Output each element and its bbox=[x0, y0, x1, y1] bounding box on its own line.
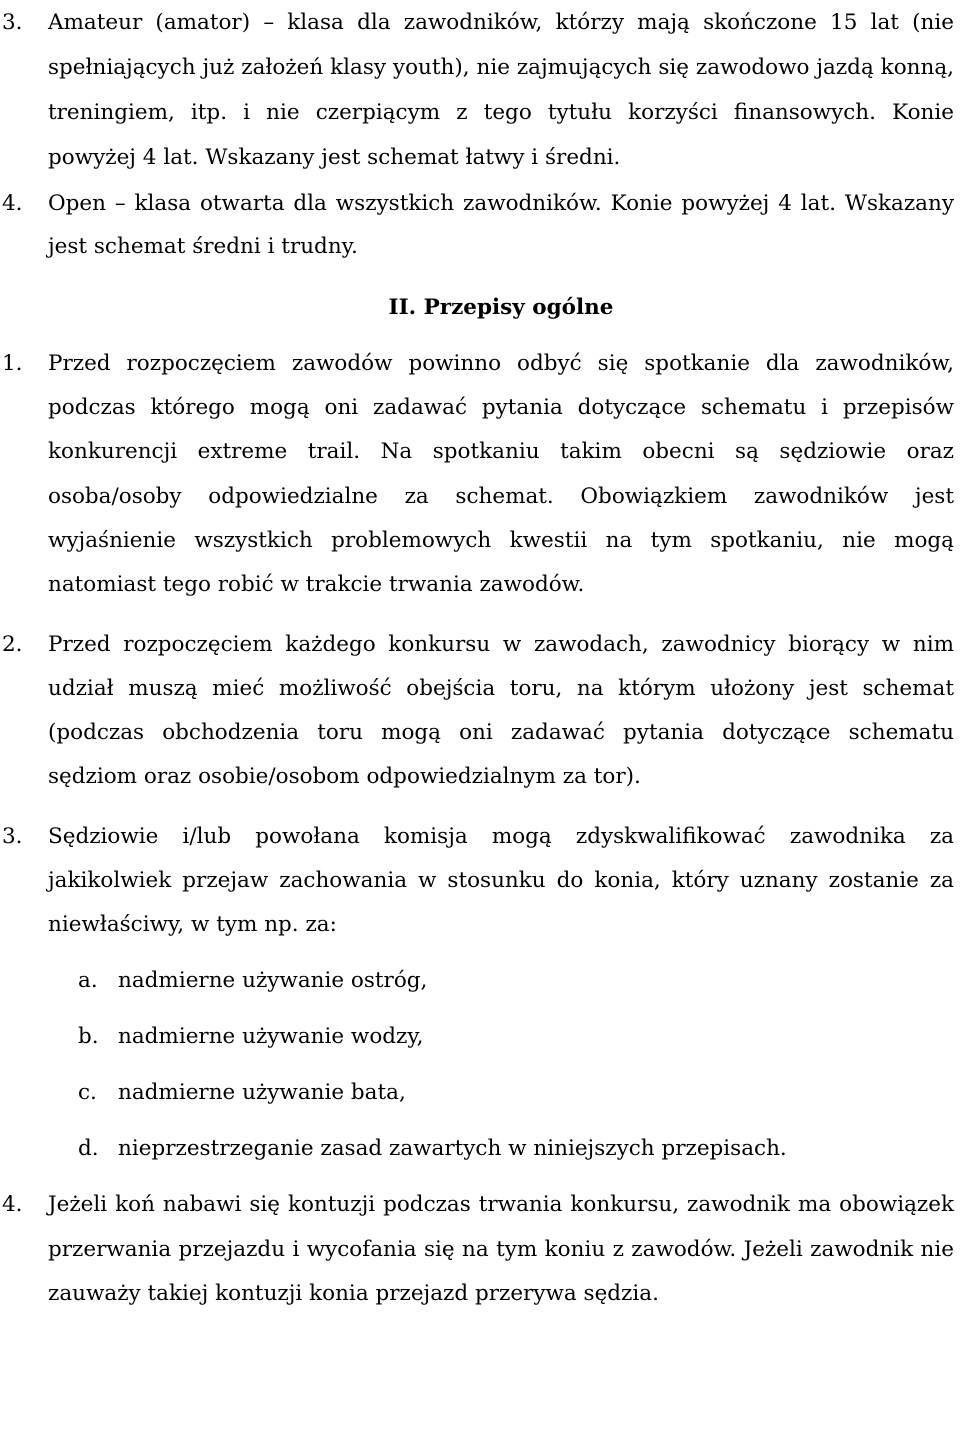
subitem-letter: c. bbox=[78, 1080, 97, 1106]
subitem-d bbox=[0, 1127, 960, 1171]
subitem-text: nadmierne używanie bata, bbox=[118, 1080, 406, 1106]
item-text: Open – klasa otwarta dla wszystkich zawodników. Konie powyżej 4 lat. Wskazany jest schemat średni i trudny. bbox=[48, 191, 954, 259]
item-number: 3. bbox=[2, 10, 23, 35]
rule-item-3 bbox=[0, 815, 960, 947]
item-text: Jeżeli koń nabawi się kontuzji podczas trwania konkursu, zawodnik ma obowiązek przerwania przejazdu i wycofania się na tym koniu z zawodów. Jeżeli zawodnik nie zauważy takiej kontuzji konia przejazd przerywa sędzia. bbox=[48, 1192, 954, 1307]
section-heading: II. Przepisy ogólne bbox=[388, 295, 614, 320]
item-number: 3. bbox=[2, 824, 23, 850]
rule-item-2 bbox=[0, 623, 960, 799]
item-text: Sędziowie i/lub powołana komisja mogą zdyskwalifikować zawodnika za jakikolwiek przejaw zachowania w stosunku do konia, który uznany zostanie za niewłaściwy, w tym np. za: bbox=[48, 824, 954, 938]
subitem-a bbox=[0, 959, 960, 1003]
subitem-c bbox=[0, 1071, 960, 1115]
rule-item-1 bbox=[0, 342, 960, 607]
class-item-amateur bbox=[0, 0, 960, 180]
rule-item-4 bbox=[0, 1183, 960, 1317]
subitem-letter: d. bbox=[78, 1136, 99, 1162]
subitem-b bbox=[0, 1015, 960, 1059]
subitem-letter: b. bbox=[78, 1024, 99, 1050]
item-number: 2. bbox=[2, 632, 23, 658]
item-text: Amateur (amator) – klasa dla zawodników, którzy mają skończone 15 lat (nie spełniających już założeń klasy youth), nie zajmujących się zawodowo jazdą konną, treningiem, itp. i nie czerpiącym z tego tytułu korzyści finansowych. Konie powyżej 4 lat. Wskazany jest schemat łatwy i średni. bbox=[48, 10, 954, 170]
item-number: 1. bbox=[2, 351, 23, 376]
subitem-letter: a. bbox=[78, 968, 98, 994]
subitem-text: nadmierne używanie wodzy, bbox=[118, 1024, 424, 1050]
class-item-open bbox=[0, 182, 960, 268]
subitem-text: nadmierne używanie ostróg, bbox=[118, 968, 428, 994]
subitem-text: nieprzestrzeganie zasad zawartych w niniejszych przepisach. bbox=[118, 1136, 787, 1162]
item-number: 4. bbox=[2, 191, 23, 216]
item-text: Przed rozpoczęciem każdego konkursu w zawodach, zawodnicy biorący w nim udział muszą mieć możliwość obejścia toru, na którym ułożony jest schemat (podczas obchodzenia toru mogą oni zadawać pytania dotyczące schematu sędziom oraz osobie/osobom odpowiedzialnym za tor). bbox=[48, 632, 954, 790]
item-text: Przed rozpoczęciem zawodów powinno odbyć się spotkanie dla zawodników, podczas którego mogą oni zadawać pytania dotyczące schematu i przepisów konkurencji extreme trail. Na spotkaniu takim obecni są sędziowie oraz osoba/osoby odpowiedzialne za schemat. Obowiązkiem zawodników jest wyjaśnienie wszystkich problemowych kwestii na tym spotkaniu, nie mogą natomiast tego robić w trakcie trwania zawodów. bbox=[48, 351, 954, 598]
item-number: 4. bbox=[2, 1192, 23, 1218]
